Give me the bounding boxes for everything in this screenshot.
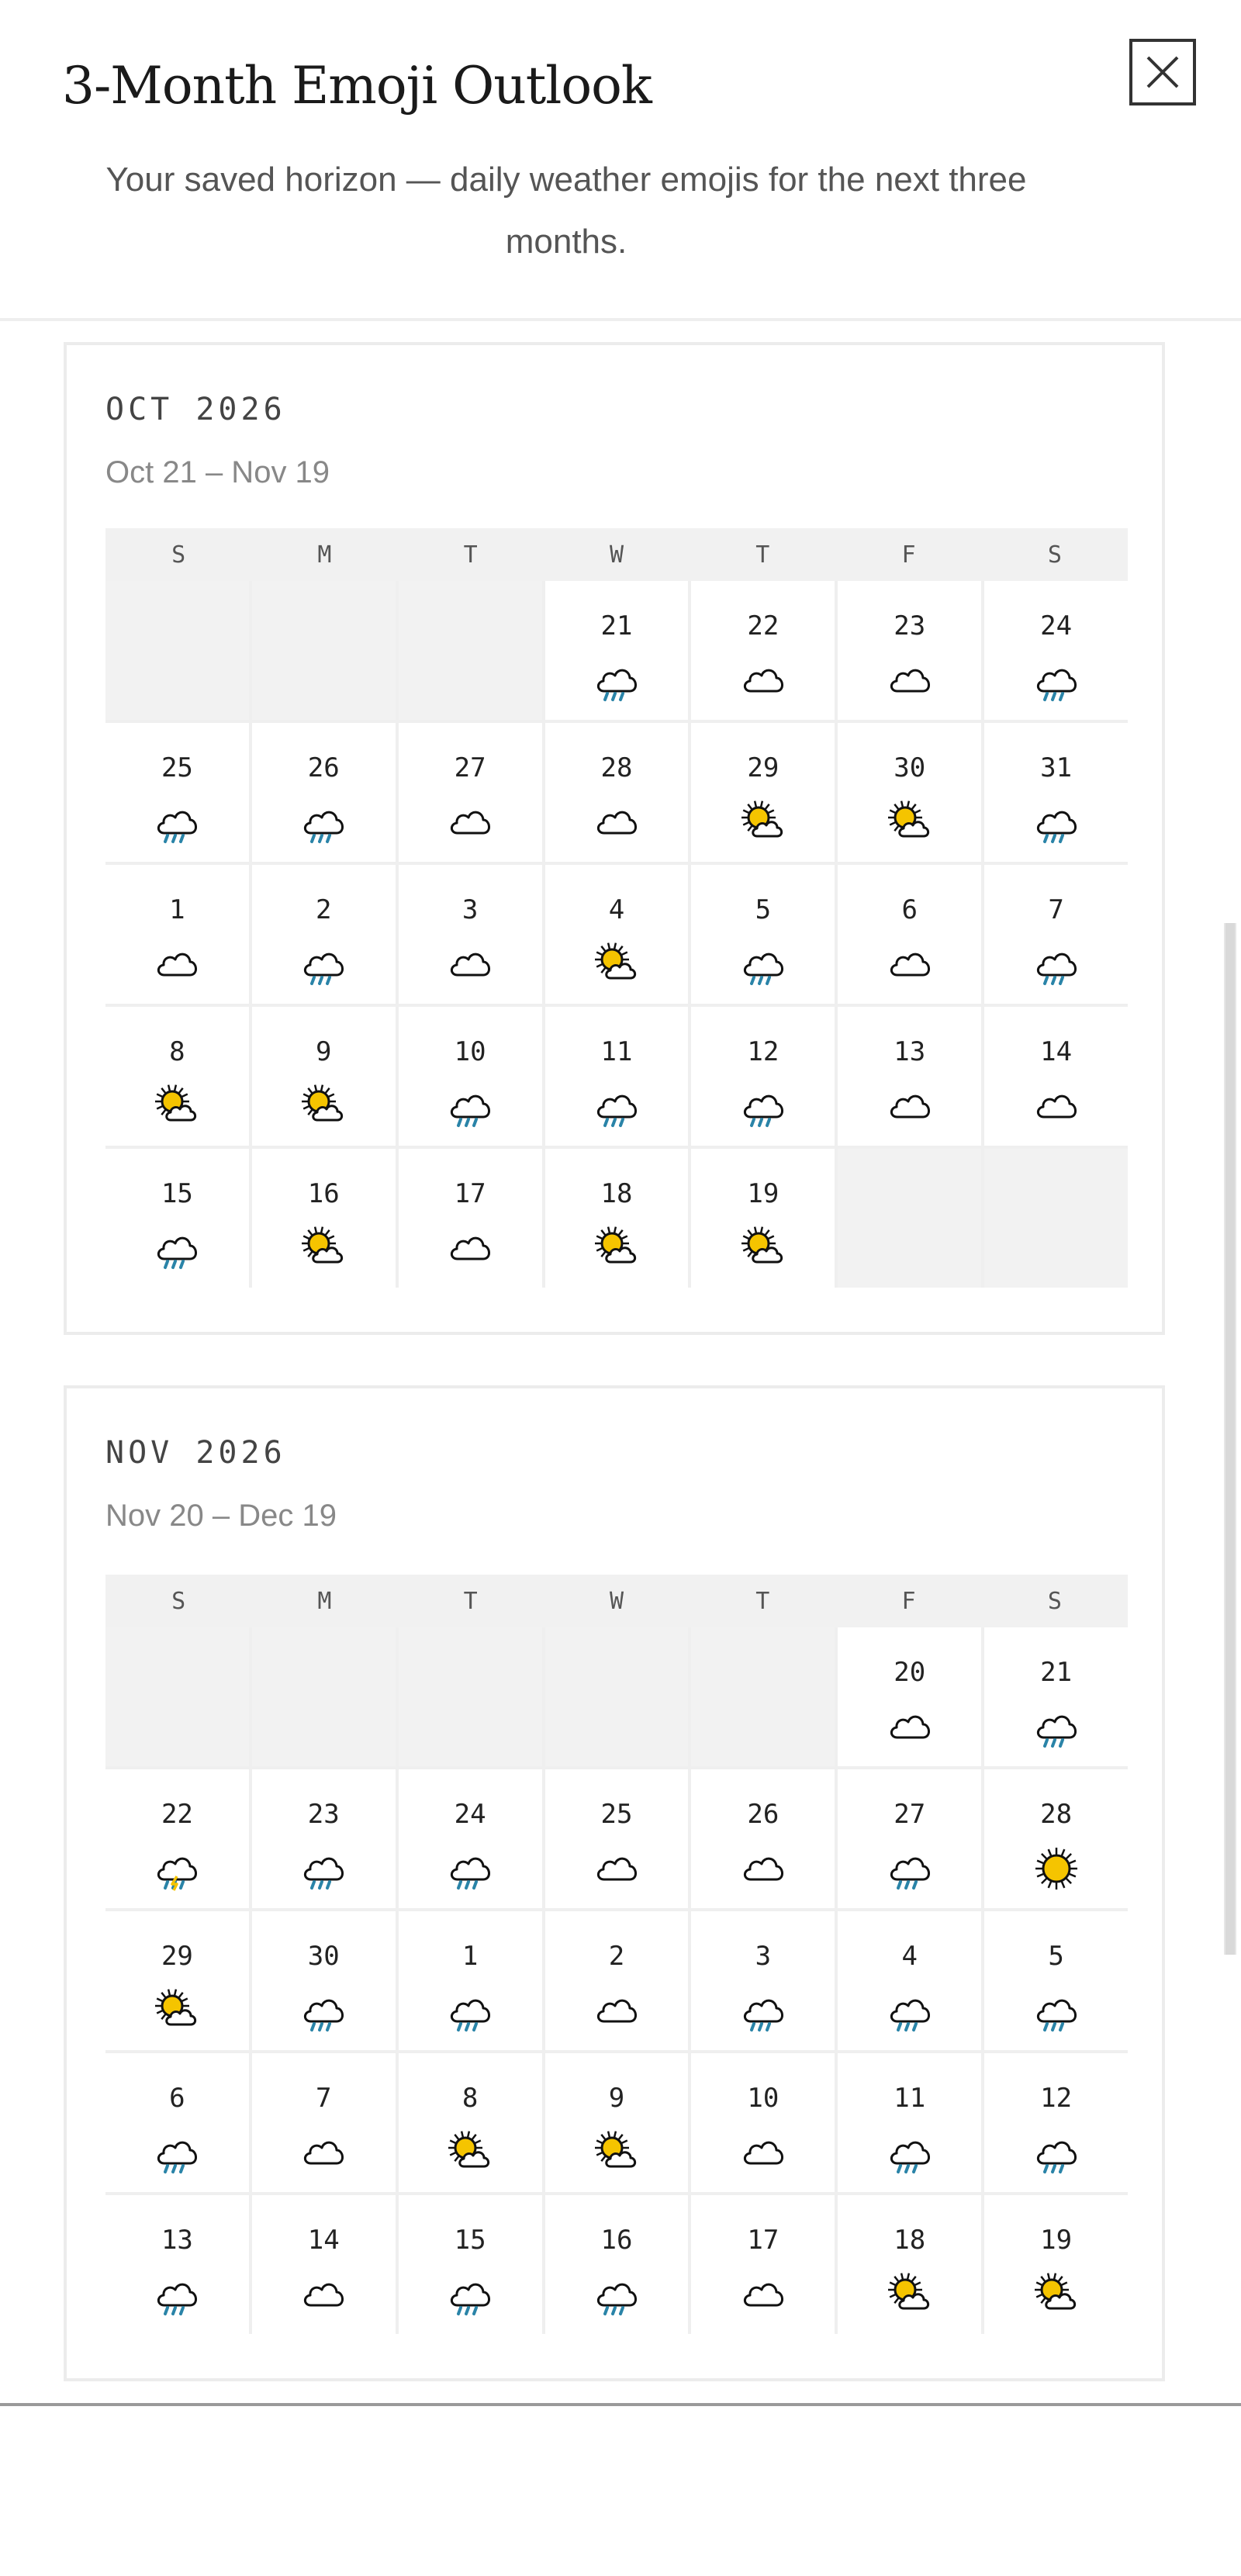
cloud-icon: [740, 1845, 786, 1892]
cloud-icon: [887, 657, 933, 704]
day-cell[interactable]: [252, 1007, 396, 1146]
day-number: 24: [454, 1799, 486, 1830]
day-cell[interactable]: [984, 1007, 1128, 1146]
day-cell[interactable]: [984, 865, 1128, 1004]
calendar-grid: [105, 1575, 1128, 2334]
rain-cloud-icon: [447, 2271, 493, 2318]
weekday-tue: T: [463, 1587, 478, 1615]
sun-behind-cloud-icon: [447, 2129, 493, 2176]
day-number: 8: [461, 2083, 479, 2114]
cloud-icon: [300, 2271, 347, 2318]
weekday-sun: S: [171, 541, 186, 569]
day-cell[interactable]: [545, 1911, 689, 2050]
day-cell[interactable]: [545, 2195, 689, 2334]
day-number: 18: [600, 1178, 633, 1209]
month-range: Oct 21 – Nov 19: [105, 455, 330, 489]
cloud-icon: [447, 1225, 493, 1271]
day-cell[interactable]: [105, 723, 249, 862]
day-cell[interactable]: [691, 1769, 835, 1908]
day-number: 2: [608, 1941, 625, 1972]
day-cell[interactable]: [105, 1149, 249, 1288]
cloud-icon: [740, 657, 786, 704]
day-cell[interactable]: [984, 1627, 1128, 1766]
day-number: 3: [755, 1941, 772, 1972]
cloud-icon: [1033, 1083, 1080, 1129]
day-cell[interactable]: [399, 865, 542, 1004]
day-cell[interactable]: [252, 1769, 396, 1908]
day-cell[interactable]: [838, 865, 981, 1004]
rain-cloud-icon: [1033, 1703, 1080, 1750]
day-number: 24: [1040, 610, 1073, 641]
day-number: 10: [454, 1036, 486, 1067]
month-card-nov-2026: [64, 1385, 1165, 2381]
day-cells: [105, 581, 1128, 1288]
cloud-lightning-rain-icon: [154, 1845, 200, 1892]
day-cell[interactable]: [838, 723, 981, 862]
day-number: 5: [755, 894, 772, 925]
sun-behind-cloud-icon: [300, 1083, 347, 1129]
day-number: 12: [747, 1036, 780, 1067]
calendar-grid: [105, 528, 1128, 1288]
empty-day-cell: [399, 581, 542, 720]
cloud-icon: [740, 2129, 786, 2176]
day-number: 18: [894, 2225, 926, 2256]
day-cell[interactable]: [545, 723, 689, 862]
weekday-sat: S: [1047, 541, 1062, 569]
rain-cloud-icon: [447, 1845, 493, 1892]
day-number: 2: [316, 894, 332, 925]
day-number: 23: [894, 610, 926, 641]
weekday-header-row: [105, 1575, 1128, 1627]
day-cell[interactable]: [252, 1149, 396, 1288]
day-number: 14: [1040, 1036, 1073, 1067]
day-number: 9: [608, 2083, 625, 2114]
day-number: 17: [454, 1178, 486, 1209]
empty-day-cell: [105, 581, 249, 720]
sun-behind-cloud-icon: [740, 799, 786, 845]
rain-cloud-icon: [740, 1083, 786, 1129]
day-cell[interactable]: [399, 1007, 542, 1146]
day-cell[interactable]: [691, 1149, 835, 1288]
weekday-mon: M: [317, 1587, 332, 1615]
rain-cloud-icon: [593, 1083, 640, 1129]
day-cell[interactable]: [252, 2195, 396, 2334]
month-range: Nov 20 – Dec 19: [105, 1499, 337, 1533]
sun-behind-cloud-icon: [593, 1225, 640, 1271]
rain-cloud-icon: [154, 799, 200, 845]
rain-cloud-icon: [300, 941, 347, 987]
sun-behind-cloud-icon: [593, 2129, 640, 2176]
day-cell[interactable]: [691, 865, 835, 1004]
day-cell[interactable]: [252, 2053, 396, 2192]
day-cell[interactable]: [838, 581, 981, 720]
day-number: 31: [1040, 752, 1073, 783]
rain-cloud-icon: [593, 2271, 640, 2318]
cloud-icon: [593, 799, 640, 845]
weekday-thu: T: [755, 541, 770, 569]
day-number: 1: [461, 1941, 479, 1972]
rain-cloud-icon: [154, 2271, 200, 2318]
empty-day-cell: [545, 1627, 689, 1766]
sun-behind-cloud-icon: [887, 799, 933, 845]
day-cell[interactable]: [399, 1149, 542, 1288]
day-number: 3: [461, 894, 479, 925]
rain-cloud-icon: [154, 2129, 200, 2176]
cloud-icon: [887, 941, 933, 987]
day-number: 11: [600, 1036, 633, 1067]
cloud-icon: [447, 941, 493, 987]
empty-day-cell: [399, 1627, 542, 1766]
sun-icon: [1033, 1845, 1080, 1892]
day-cell[interactable]: [399, 1769, 542, 1908]
day-number: 21: [600, 610, 633, 641]
day-cells: [105, 1627, 1128, 2334]
day-number: 22: [161, 1799, 193, 1830]
scrollbar-thumb[interactable]: [1225, 923, 1235, 1955]
day-number: 29: [747, 752, 780, 783]
day-number: 28: [600, 752, 633, 783]
day-cell[interactable]: [105, 1911, 249, 2050]
header-divider: [0, 318, 1241, 321]
day-number: 1: [169, 894, 185, 925]
weekday-fri: F: [901, 1587, 916, 1615]
rain-cloud-icon: [300, 799, 347, 845]
day-cell[interactable]: [252, 723, 396, 862]
day-number: 13: [161, 2225, 193, 2256]
day-cell[interactable]: [984, 581, 1128, 720]
day-cell[interactable]: [838, 1911, 981, 2050]
weekday-wed: W: [609, 541, 624, 569]
day-cell[interactable]: [838, 1769, 981, 1908]
cloud-icon: [887, 1083, 933, 1129]
rain-cloud-icon: [154, 1225, 200, 1271]
day-number: 27: [894, 1799, 926, 1830]
day-number: 4: [901, 1941, 918, 1972]
rain-cloud-icon: [740, 1987, 786, 2034]
day-cell[interactable]: [545, 1007, 689, 1146]
day-number: 6: [901, 894, 918, 925]
day-number: 8: [169, 1036, 185, 1067]
close-button[interactable]: [1129, 39, 1196, 105]
day-cell[interactable]: [545, 865, 689, 1004]
rain-cloud-icon: [740, 941, 786, 987]
weekday-fri: F: [901, 541, 916, 569]
modal-header: [0, 0, 1241, 320]
day-number: 7: [1048, 894, 1064, 925]
month-card-oct-2026: [64, 342, 1165, 1335]
day-cell[interactable]: [252, 865, 396, 1004]
sun-behind-cloud-icon: [300, 1225, 347, 1271]
rain-cloud-icon: [887, 1845, 933, 1892]
day-cell[interactable]: [838, 1007, 981, 1146]
day-number: 4: [608, 894, 625, 925]
day-cell[interactable]: [838, 2053, 981, 2192]
day-number: 6: [169, 2083, 185, 2114]
day-number: 19: [747, 1178, 780, 1209]
day-number: 13: [894, 1036, 926, 1067]
rain-cloud-icon: [300, 1987, 347, 2034]
day-number: 15: [454, 2225, 486, 2256]
cloud-icon: [447, 799, 493, 845]
day-cell[interactable]: [691, 2195, 835, 2334]
cloud-icon: [593, 1987, 640, 2034]
day-cell[interactable]: [399, 723, 542, 862]
empty-day-cell: [252, 581, 396, 720]
rain-cloud-icon: [1033, 1987, 1080, 2034]
close-icon: [1145, 54, 1181, 90]
day-cell[interactable]: [691, 581, 835, 720]
day-number: 14: [307, 2225, 340, 2256]
empty-day-cell: [984, 1149, 1128, 1288]
day-number: 23: [307, 1799, 340, 1830]
weekday-sun: S: [171, 1587, 186, 1615]
day-number: 19: [1040, 2225, 1073, 2256]
day-cell[interactable]: [105, 2053, 249, 2192]
cloud-icon: [887, 1703, 933, 1750]
cloud-icon: [154, 941, 200, 987]
day-number: 17: [747, 2225, 780, 2256]
month-label: NOV 2026: [105, 1435, 286, 1471]
empty-day-cell: [838, 1149, 981, 1288]
cloud-icon: [593, 1845, 640, 1892]
rain-cloud-icon: [447, 1987, 493, 2034]
day-cell[interactable]: [105, 2195, 249, 2334]
day-cell[interactable]: [399, 2195, 542, 2334]
day-cell[interactable]: [984, 2195, 1128, 2334]
page-subtitle: Your saved horizon — daily weather emojis for the next three months.: [105, 161, 1027, 261]
sun-behind-cloud-icon: [1033, 2271, 1080, 2318]
day-number: 11: [894, 2083, 926, 2114]
day-cell[interactable]: [691, 1007, 835, 1146]
day-number: 16: [600, 2225, 633, 2256]
sun-behind-cloud-icon: [740, 1225, 786, 1271]
weekday-sat: S: [1047, 1587, 1062, 1615]
empty-day-cell: [691, 1627, 835, 1766]
day-cell[interactable]: [984, 1769, 1128, 1908]
day-cell[interactable]: [252, 1911, 396, 2050]
day-cell[interactable]: [105, 1769, 249, 1908]
cloud-icon: [740, 2271, 786, 2318]
day-number: 9: [316, 1036, 332, 1067]
day-cell[interactable]: [545, 1149, 689, 1288]
sun-behind-cloud-icon: [154, 1987, 200, 2034]
day-number: 12: [1040, 2083, 1073, 2114]
day-number: 21: [1040, 1657, 1073, 1688]
day-cell[interactable]: [105, 865, 249, 1004]
day-number: 10: [747, 2083, 780, 2114]
day-number: 5: [1048, 1941, 1064, 1972]
rain-cloud-icon: [593, 657, 640, 704]
sun-behind-cloud-icon: [593, 941, 640, 987]
day-number: 25: [161, 752, 193, 783]
day-number: 22: [747, 610, 780, 641]
day-cell[interactable]: [838, 1627, 981, 1766]
day-cell[interactable]: [984, 2053, 1128, 2192]
weekday-tue: T: [463, 541, 478, 569]
day-number: 20: [894, 1657, 926, 1688]
cloud-icon: [300, 2129, 347, 2176]
day-number: 25: [600, 1799, 633, 1830]
sun-behind-cloud-icon: [154, 1083, 200, 1129]
day-cell[interactable]: [691, 2053, 835, 2192]
day-cell[interactable]: [838, 2195, 981, 2334]
rain-cloud-icon: [1033, 799, 1080, 845]
day-cell[interactable]: [691, 1911, 835, 2050]
day-number: 26: [747, 1799, 780, 1830]
rain-cloud-icon: [447, 1083, 493, 1129]
day-number: 15: [161, 1178, 193, 1209]
rain-cloud-icon: [887, 1987, 933, 2034]
day-cell[interactable]: [545, 581, 689, 720]
day-cell[interactable]: [984, 723, 1128, 862]
day-number: 30: [894, 752, 926, 783]
day-cell[interactable]: [545, 1769, 689, 1908]
rain-cloud-icon: [300, 1845, 347, 1892]
day-number: 16: [307, 1178, 340, 1209]
sun-behind-cloud-icon: [887, 2271, 933, 2318]
day-cell[interactable]: [399, 2053, 542, 2192]
day-number: 29: [161, 1941, 193, 1972]
day-number: 26: [307, 752, 340, 783]
rain-cloud-icon: [1033, 657, 1080, 704]
day-number: 7: [316, 2083, 332, 2114]
weekday-thu: T: [755, 1587, 770, 1615]
rain-cloud-icon: [1033, 2129, 1080, 2176]
rain-cloud-icon: [1033, 941, 1080, 987]
month-label: OCT 2026: [105, 392, 286, 427]
day-number: 27: [454, 752, 486, 783]
day-cell[interactable]: [399, 1911, 542, 2050]
day-cell[interactable]: [105, 1007, 249, 1146]
page-title: 3-Month Emoji Outlook: [62, 56, 652, 116]
day-cell[interactable]: [691, 723, 835, 862]
day-cell[interactable]: [984, 1911, 1128, 2050]
rain-cloud-icon: [887, 2129, 933, 2176]
empty-day-cell: [252, 1627, 396, 1766]
footer-divider: [0, 2403, 1241, 2406]
empty-day-cell: [105, 1627, 249, 1766]
day-number: 30: [307, 1941, 340, 1972]
weekday-wed: W: [609, 1587, 624, 1615]
day-cell[interactable]: [545, 2053, 689, 2192]
day-number: 28: [1040, 1799, 1073, 1830]
weekday-mon: M: [317, 541, 332, 569]
weekday-header-row: [105, 528, 1128, 581]
